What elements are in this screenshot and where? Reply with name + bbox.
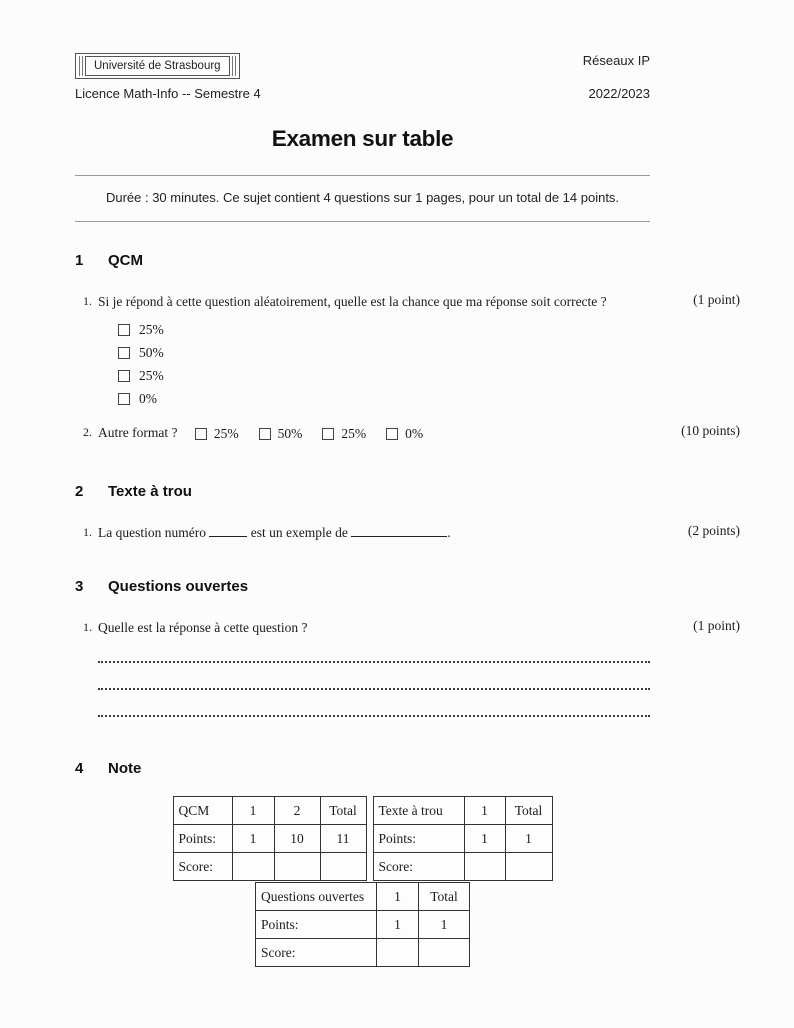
section-title: QCM <box>108 252 143 269</box>
page-subheader <box>75 86 650 101</box>
table-row <box>173 797 366 825</box>
question-points: (10 points) <box>681 423 740 438</box>
question-text <box>98 423 653 443</box>
section-number: 3 <box>75 578 84 596</box>
section-title: Note <box>108 760 142 778</box>
question-number: 1. <box>83 620 92 635</box>
option-row <box>118 318 650 341</box>
page-header <box>75 53 650 79</box>
table-row <box>256 911 470 939</box>
table-cell <box>320 853 366 881</box>
table-row <box>373 853 552 881</box>
table-cell: 1 <box>377 911 419 939</box>
table-row <box>373 797 552 825</box>
fill-in-blank[interactable] <box>351 523 447 537</box>
answer-area <box>98 661 650 717</box>
note-table-qcm <box>173 796 367 881</box>
note-table-texte-a-trou <box>373 796 553 881</box>
table-cell: 1 <box>419 911 470 939</box>
option-row <box>259 424 303 443</box>
question-points: (1 point) <box>693 618 740 634</box>
exam-title: Examen sur table <box>271 126 454 151</box>
question-number: 1. <box>83 525 92 540</box>
fill-text-part2: est un exemple de <box>250 525 348 541</box>
fill-text-part1: La question numéro <box>98 525 206 541</box>
question-text: Si je répond à cette question aléatoirement, quelle est la chance que ma réponse soit correcte ? <box>98 294 607 309</box>
option-label: 0% <box>405 426 424 442</box>
option-label: 25% <box>213 426 239 442</box>
option-row <box>118 387 650 410</box>
option-row <box>118 341 650 364</box>
question-qcm-2 <box>75 423 740 443</box>
section-heading-qcm <box>75 252 650 269</box>
table-cell <box>232 853 274 881</box>
table-cell: Score: <box>256 939 377 967</box>
option-label: 25% <box>139 321 164 337</box>
table-cell: Points: <box>373 825 464 853</box>
question-text: Quelle est la réponse à cette question ? <box>98 620 308 636</box>
section-heading-texte-a-trou <box>75 483 650 500</box>
question-qcm-1 <box>75 292 740 311</box>
option-row <box>118 364 650 387</box>
checkbox-icon[interactable] <box>259 428 271 440</box>
table-cell <box>464 853 505 881</box>
divider <box>75 175 650 176</box>
logo-bar-icon <box>235 56 236 76</box>
option-label: 25% <box>341 426 367 442</box>
grading-tables-row <box>75 796 650 881</box>
table-cell: Points: <box>256 911 377 939</box>
table-cell: 1 <box>464 825 505 853</box>
section-heading-note <box>75 760 650 777</box>
question-text-label: Autre format ? <box>98 425 178 440</box>
question-number: 2. <box>83 425 92 439</box>
checkbox-icon[interactable] <box>195 428 207 440</box>
table-header-cell: Total <box>419 883 470 911</box>
table-row <box>173 825 366 853</box>
option-label: 25% <box>139 367 164 383</box>
logo-bar-icon <box>232 56 233 76</box>
university-name: Université de Strasbourg <box>85 56 230 76</box>
program-name: Licence Math-Info -- Semestre 4 <box>75 86 261 101</box>
answer-line[interactable] <box>98 661 650 663</box>
logo-bar-icon <box>82 56 83 76</box>
fill-text-part3: . <box>447 525 451 541</box>
table-cell: 1 <box>505 825 552 853</box>
table-cell: 10 <box>274 825 320 853</box>
option-label: 50% <box>277 426 303 442</box>
table-cell: 1 <box>232 825 274 853</box>
table-header-cell: 1 <box>232 797 274 825</box>
checkbox-icon[interactable] <box>322 428 334 440</box>
option-row <box>195 424 239 443</box>
table-header-cell: Total <box>320 797 366 825</box>
answer-line[interactable] <box>98 715 650 717</box>
divider <box>75 221 650 222</box>
section-number: 1 <box>75 252 84 269</box>
table-header-cell: Texte à trou <box>373 797 464 825</box>
option-label: 50% <box>139 344 164 360</box>
note-table-questions-ouvertes <box>255 882 470 967</box>
qcm2-options <box>195 424 423 443</box>
checkbox-icon[interactable] <box>118 347 130 359</box>
table-row <box>373 825 552 853</box>
option-label: 0% <box>139 390 157 406</box>
table-header-cell: 2 <box>274 797 320 825</box>
exam-instructions: Durée : 30 minutes. Ce sujet contient 4 questions sur 1 pages, pour un total de 14 points. <box>105 190 620 205</box>
checkbox-icon[interactable] <box>118 324 130 336</box>
table-cell: 11 <box>320 825 366 853</box>
checkbox-icon[interactable] <box>118 393 130 405</box>
question-points: (2 points) <box>687 523 740 539</box>
table-header-cell: QCM <box>173 797 232 825</box>
table-cell: Score: <box>173 853 232 881</box>
fill-in-blank[interactable] <box>209 523 247 537</box>
table-header-cell: Questions ouvertes <box>256 883 377 911</box>
question-number: 1. <box>83 294 92 308</box>
table-cell <box>377 939 419 967</box>
table-cell: Points: <box>173 825 232 853</box>
table-header-cell: 1 <box>377 883 419 911</box>
university-logo <box>75 53 240 79</box>
section-title: Texte à trou <box>108 483 192 501</box>
table-header-cell: Total <box>505 797 552 825</box>
table-header-cell: 1 <box>464 797 505 825</box>
course-name: Réseaux IP <box>582 53 650 68</box>
table-row <box>173 853 366 881</box>
grading-tables-row-2 <box>75 882 650 967</box>
logo-bar-icon <box>79 56 80 76</box>
section-title: Questions ouvertes <box>108 578 249 596</box>
question-points: (1 point) <box>693 292 740 307</box>
section-heading-questions-ouvertes <box>75 578 650 595</box>
section-number: 2 <box>75 483 84 501</box>
academic-year: 2022/2023 <box>588 86 650 101</box>
checkbox-icon[interactable] <box>386 428 398 440</box>
table-cell <box>419 939 470 967</box>
question-text <box>98 523 653 542</box>
question-ouverte-1 <box>75 618 740 637</box>
checkbox-icon[interactable] <box>118 370 130 382</box>
table-cell <box>274 853 320 881</box>
question-trou-1 <box>75 523 740 542</box>
qcm1-options <box>118 318 650 410</box>
option-row <box>386 424 423 443</box>
table-cell <box>505 853 552 881</box>
answer-line[interactable] <box>98 688 650 690</box>
table-cell: Score: <box>373 853 464 881</box>
table-row <box>256 939 470 967</box>
table-row <box>256 883 470 911</box>
section-number: 4 <box>75 760 84 778</box>
option-row <box>322 424 366 443</box>
exam-page <box>75 0 740 967</box>
